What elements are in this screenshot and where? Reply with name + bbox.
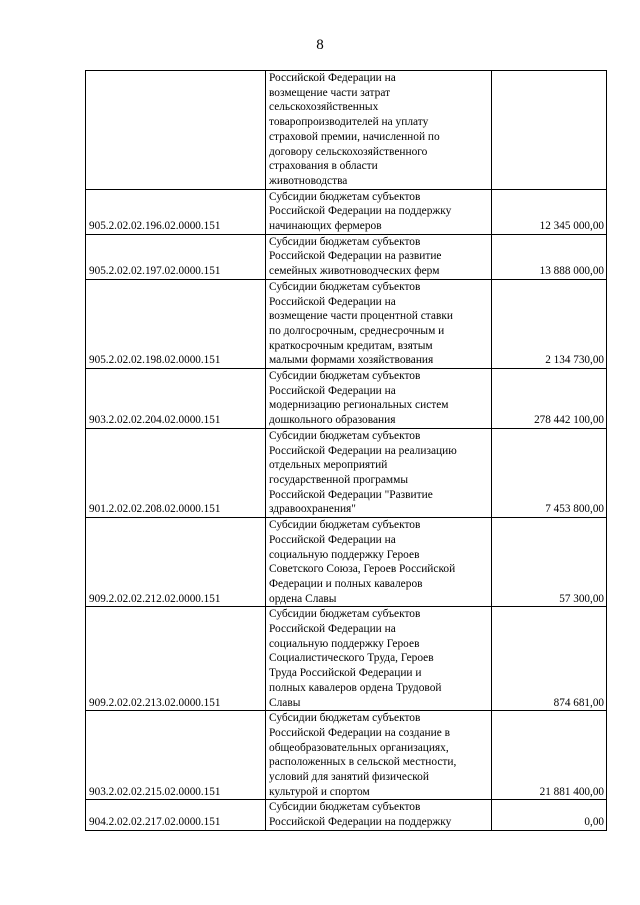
description-cell [266, 189, 492, 234]
amount-cell: 21 881 400,00 [492, 711, 607, 800]
description-line: Славы [269, 696, 301, 709]
description-line: Субсидии бюджетам субъектов [269, 608, 421, 621]
description-line: дошкольного образования [269, 414, 396, 427]
description-line: государственной программы [269, 473, 409, 486]
budget-code-cell: 909.2.02.02.212.02.0000.151 [86, 518, 266, 607]
description-line: договору сельскохозяйственного [269, 145, 428, 158]
description-line: Российской Федерации на [269, 384, 396, 397]
description-line: условий для занятий физической [269, 771, 429, 784]
description-line: Труда Российской Федерации и [269, 667, 422, 680]
description-line: здравоохранения" [269, 503, 356, 516]
description-line: Российской Федерации на [269, 295, 396, 308]
table-row [86, 711, 607, 800]
description-line: Российской Федерации на поддержку [269, 205, 452, 218]
budget-code-cell: 905.2.02.02.196.02.0000.151 [86, 189, 266, 234]
description-cell [266, 71, 492, 190]
table-row [86, 518, 607, 607]
page-number: 8 [316, 37, 324, 53]
description-cell [266, 711, 492, 800]
amount-cell: 278 442 100,00 [492, 369, 607, 429]
budget-code-cell: 903.2.02.02.215.02.0000.151 [86, 711, 266, 800]
description-line: социальную поддержку Героев [269, 548, 420, 561]
amount-cell: 57 300,00 [492, 518, 607, 607]
description-cell [266, 800, 492, 830]
description-line: расположенных в сельской местности, [269, 756, 457, 769]
description-line: Субсидии бюджетам субъектов [269, 370, 421, 383]
description-line: возмещение части затрат [269, 86, 391, 99]
description-line: Субсидии бюджетам субъектов [269, 712, 421, 725]
description-line: ордена Славы [269, 592, 337, 605]
description-line: Советского Союза, Героев Российской [269, 563, 456, 576]
description-line: Федерации и полных кавалеров [269, 577, 423, 590]
description-cell [266, 234, 492, 279]
table-row [86, 607, 607, 711]
description-line: Российской Федерации на создание в [269, 726, 450, 739]
description-cell [266, 518, 492, 607]
description-line: Субсидии бюджетам субъектов [269, 801, 421, 814]
budget-code-cell: 901.2.02.02.208.02.0000.151 [86, 428, 266, 517]
description-line: Российской Федерации "Развитие [269, 488, 433, 501]
description-line: культурой и спортом [269, 785, 370, 798]
description-line: страховой премии, начисленной по [269, 130, 440, 143]
description-line: начинающих фермеров [269, 220, 382, 233]
description-line: семейных животноводческих ферм [269, 265, 440, 278]
budget-code-cell [86, 71, 266, 190]
description-line: Российской Федерации на поддержку [269, 816, 452, 829]
amount-cell [492, 71, 607, 190]
description-line: животноводства [269, 174, 348, 187]
description-line: Субсидии бюджетам субъектов [269, 519, 421, 532]
description-cell [266, 607, 492, 711]
description-line: общеобразовательных организациях, [269, 741, 449, 754]
description-cell [266, 279, 492, 368]
table-row [86, 189, 607, 234]
description-line: возмещение части процентной ставки [269, 310, 453, 323]
amount-cell: 0,00 [492, 800, 607, 830]
description-line: Российской Федерации на развитие [269, 250, 442, 263]
amount-cell: 13 888 000,00 [492, 234, 607, 279]
description-line: Социалистического Труда, Героев [269, 652, 434, 665]
description-line: Субсидии бюджетам субъектов [269, 429, 421, 442]
budget-code-cell: 909.2.02.02.213.02.0000.151 [86, 607, 266, 711]
description-line: Российской Федерации на реализацию [269, 444, 457, 457]
description-cell [266, 428, 492, 517]
description-line: Субсидии бюджетам субъектов [269, 280, 421, 293]
table-body [86, 71, 607, 831]
description-cell [266, 369, 492, 429]
description-line: сельскохозяйственных [269, 101, 379, 114]
description-line: Российской Федерации на [269, 72, 396, 84]
description-line: малыми формами хозяйствования [269, 354, 434, 367]
amount-cell: 874 681,00 [492, 607, 607, 711]
description-line: отдельных мероприятий [269, 459, 388, 472]
description-line: Субсидии бюджетам субъектов [269, 190, 421, 203]
table-row [86, 279, 607, 368]
description-line: полных кавалеров ордена Трудовой [269, 681, 442, 694]
description-line: по долгосрочным, среднесрочным и [269, 324, 445, 337]
budget-code-cell: 904.2.02.02.217.02.0000.151 [86, 800, 266, 830]
budget-code-cell: 905.2.02.02.197.02.0000.151 [86, 234, 266, 279]
description-line: страхования в области [269, 160, 378, 173]
budget-code-cell: 903.2.02.02.204.02.0000.151 [86, 369, 266, 429]
budget-table [85, 70, 607, 831]
amount-cell: 12 345 000,00 [492, 189, 607, 234]
table-row [86, 234, 607, 279]
description-line: модернизацию региональных систем [269, 399, 449, 412]
description-line: Российской Федерации на [269, 533, 396, 546]
amount-cell: 2 134 730,00 [492, 279, 607, 368]
table-row [86, 71, 607, 190]
description-line: Субсидии бюджетам субъектов [269, 235, 421, 248]
description-line: краткосрочным кредитам, взятым [269, 339, 433, 352]
description-line: товаропроизводителей на уплату [269, 116, 429, 129]
description-line: социальную поддержку Героев [269, 637, 420, 650]
budget-code-cell: 905.2.02.02.198.02.0000.151 [86, 279, 266, 368]
table-row [86, 428, 607, 517]
description-line: Российской Федерации на [269, 623, 396, 636]
table-row [86, 800, 607, 830]
amount-cell: 7 453 800,00 [492, 428, 607, 517]
table-row [86, 369, 607, 429]
